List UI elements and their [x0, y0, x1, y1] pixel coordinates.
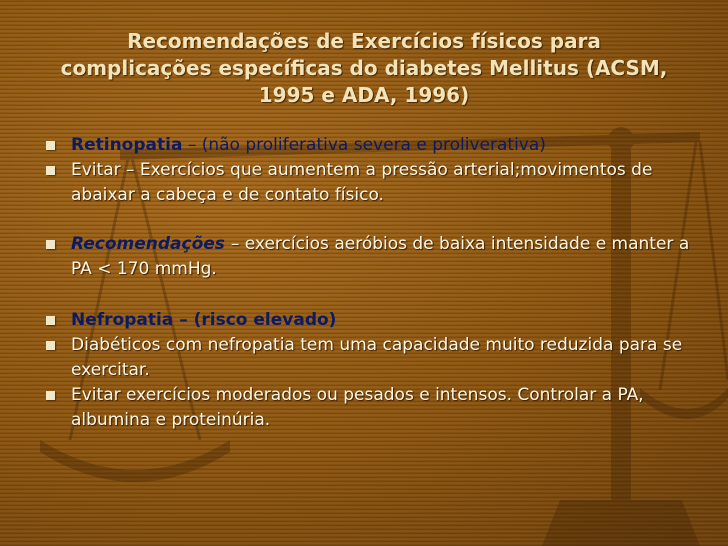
square-bullet-icon [46, 316, 55, 325]
title-line: 1995 e ADA, 1996) [258, 83, 470, 107]
bullet-item [44, 333, 694, 383]
slide-title [30, 28, 698, 109]
square-bullet-icon [46, 240, 55, 249]
bullet-list [44, 133, 694, 433]
bullet-item [44, 232, 694, 282]
square-bullet-icon [46, 141, 55, 150]
bullet-text: Diabéticos com nefropatia tem uma capacidade muito reduzida para se exercitar. [71, 335, 683, 380]
square-bullet-icon [46, 166, 55, 175]
bullet-item [44, 383, 694, 433]
nefropatia-heading: Nefropatia – (risco elevado) [71, 310, 337, 330]
title-line: Recomendações de Exercícios físicos para [127, 29, 601, 53]
retinopatia-detail: – (não proliferativa severa e proliverativa) [182, 135, 546, 155]
title-line: complicações específicas do diabetes Mellitus (ACSM, [60, 56, 668, 80]
bullet-text: Evitar exercícios moderados ou pesados e intensos. Controlar a PA, albumina e proteinúria. [71, 385, 644, 430]
bullet-text: – exercícios aeróbios de baixa intensidade e manter a PA < 170 mmHg. [71, 234, 690, 279]
square-bullet-icon [46, 391, 55, 400]
bullet-text: Evitar – Exercícios que aumentem a pressão arterial;movimentos de abaixar a cabeça e de contato físico. [71, 160, 653, 205]
retinopatia-heading: Retinopatia [71, 135, 183, 155]
recomendacoes-heading: Recomendações [71, 234, 231, 254]
bullet-item [44, 158, 694, 208]
square-bullet-icon [46, 341, 55, 350]
bullet-item [44, 133, 694, 158]
bullet-item [44, 308, 694, 333]
